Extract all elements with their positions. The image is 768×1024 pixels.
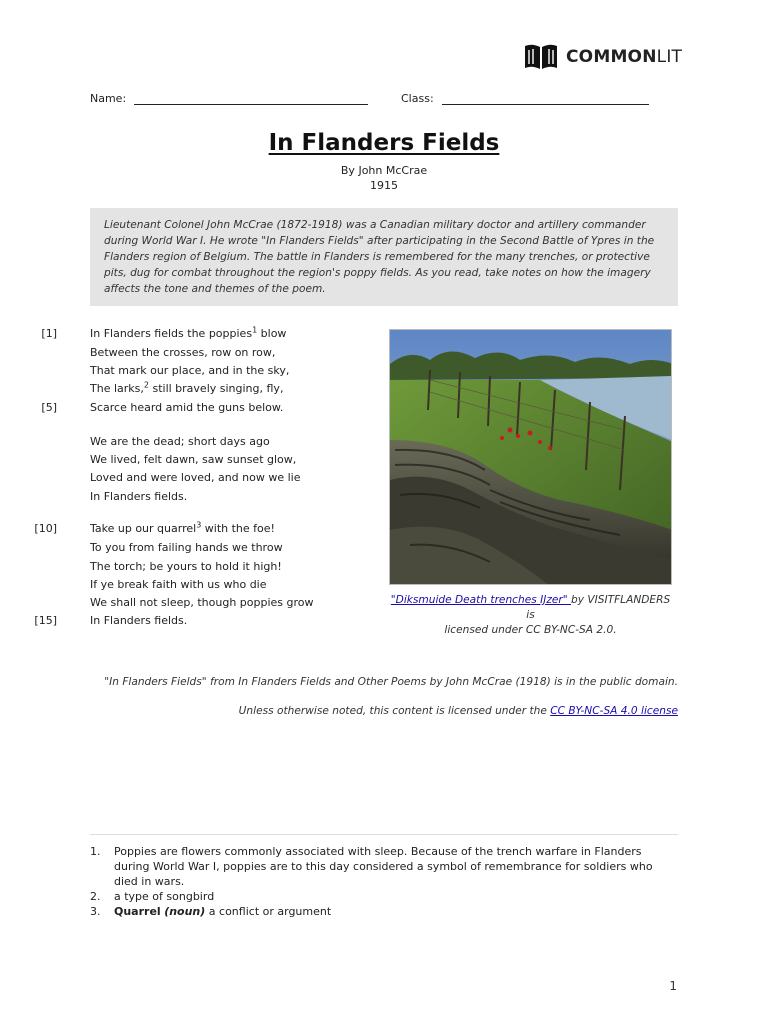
class-field <box>401 92 649 105</box>
class-line[interactable] <box>442 93 649 105</box>
author: By John McCrae <box>340 164 428 177</box>
poem-line: If ye break faith with us who die <box>90 578 267 591</box>
line-number: [1] <box>41 327 57 340</box>
intro-box: Lieutenant Colonel John McCrae (1872-1918) was a Canadian military doctor and artillery commander during World War I. He wrote "In Flanders Fields" after participating in the Second Battle of Ypres in the Flanders region of Belgium. The battle in Flanders is remembered for the many trenches, or protective pits, dug for combat throughout the region's poppy fields. As you read, take notes on how the imagery affects the tone and themes of the poem. <box>90 208 678 306</box>
poem-line: Take up our quarrel$^3$ with the foe! <box>90 520 275 535</box>
footnote-ref[interactable]: 1 <box>252 325 258 335</box>
image-caption <box>389 593 672 638</box>
poem-line: In Flanders fields. <box>90 490 188 503</box>
poem-line: We are the dead; short days ago <box>90 435 270 448</box>
footnote-item: 2. a type of songbird <box>90 890 215 903</box>
caption-license: licensed under CC BY-NC-SA 2.0. <box>444 624 617 636</box>
poem-line: That mark our place, and in the sky, <box>90 364 290 377</box>
line-number: [5] <box>41 401 57 414</box>
name-line[interactable] <box>134 93 368 105</box>
name-field <box>90 92 368 105</box>
poem-line: Between the crosses, row on row, <box>90 346 276 359</box>
poem-line: The larks,$^2$ still bravely singing, fly, <box>90 380 284 395</box>
poem-line: In Flanders fields. <box>90 614 188 627</box>
line-number: [15] <box>34 614 57 627</box>
footnote-ref[interactable]: 2 <box>143 380 149 390</box>
year: 1915 <box>370 179 398 192</box>
footnote-ref[interactable]: 3 <box>196 520 202 530</box>
trenches-photo <box>389 329 672 585</box>
poem-line: Scarce heard amid the guns below. <box>90 401 284 414</box>
poem-line: We lived, felt dawn, saw sunset glow, <box>90 453 297 466</box>
poem-line: Loved and were loved, and now we lie <box>90 471 301 484</box>
open-book-icon <box>523 42 559 72</box>
poem-line: In Flanders fields the poppies$^1$ blow <box>90 325 287 340</box>
poem-line: To you from failing hands we throw <box>90 541 283 554</box>
commonlit-logo <box>523 42 682 72</box>
byline <box>0 163 768 193</box>
public-domain-credit: "In Flanders Fields" from In Flanders Fields and Other Poems by John McCrae (1918) is in the public domain. <box>104 676 678 688</box>
page-number: 1 <box>669 979 677 993</box>
caption-text: by VISITFLANDERS is <box>526 594 671 621</box>
poem-line: The torch; be yours to hold it high! <box>90 560 282 573</box>
poem-line: We shall not sleep, though poppies grow <box>90 596 314 609</box>
footnotes <box>90 844 678 919</box>
name-label: Name: <box>90 92 127 105</box>
footnote-item: 3. Quarrel (noun) a conflict or argument <box>90 905 332 918</box>
footnote-divider <box>90 834 678 835</box>
license-link[interactable]: CC BY-NC-SA 4.0 license <box>550 705 678 717</box>
line-number: [10] <box>34 522 57 535</box>
class-label: Class: <box>401 92 434 105</box>
license-notice: Unless otherwise noted, this content is licensed under the CC BY-NC-SA 4.0 license <box>238 705 678 717</box>
page-title: In Flanders Fields <box>268 130 500 156</box>
image-source-link[interactable]: "Diksmuide Death trenches IJzer" <box>390 594 572 606</box>
brand-name: COMMONLIT <box>566 47 683 67</box>
footnote-item: 1. Poppies are flowers commonly associated with sleep. Because of the trench warfare in Flanders during World War I, poppies are to this day considered a symbol of remembrance for soldiers who died in wars. <box>90 845 653 888</box>
